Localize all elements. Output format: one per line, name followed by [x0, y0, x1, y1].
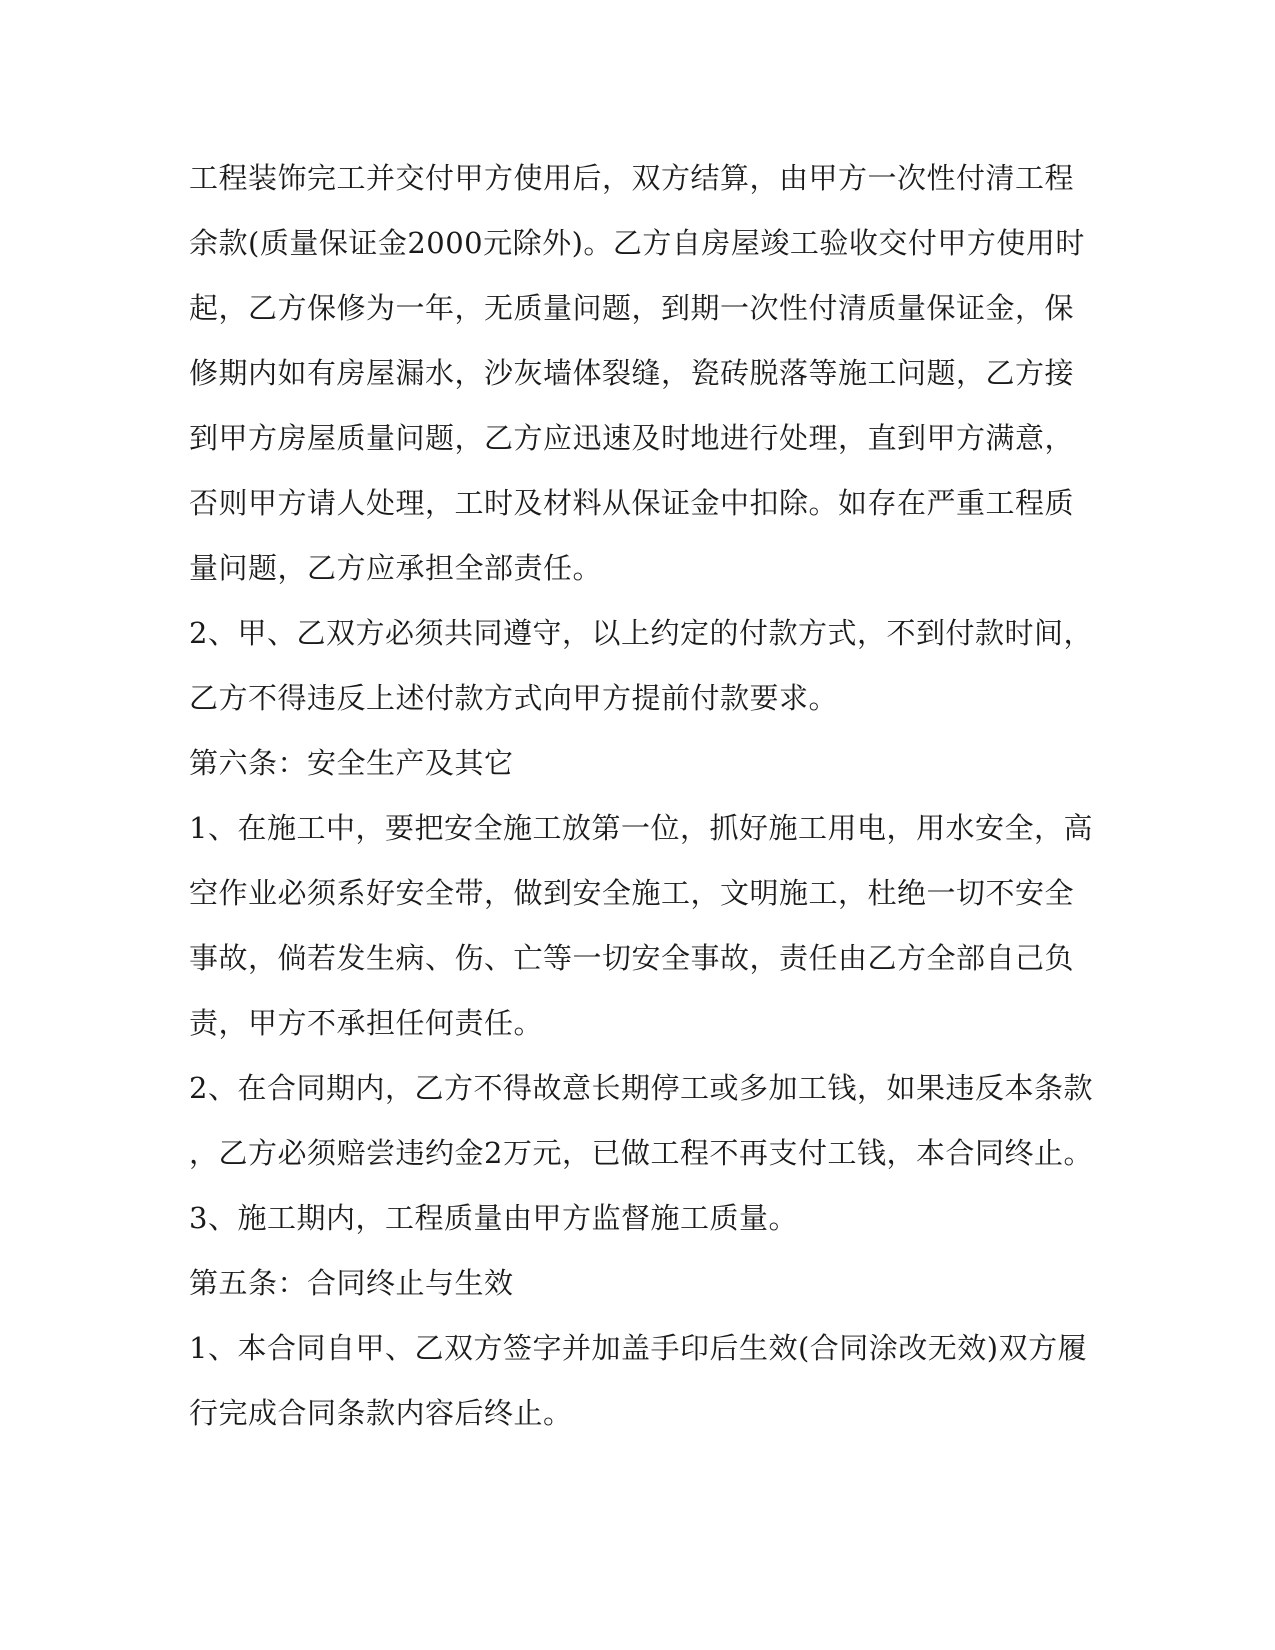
text-line: 行完成合同条款内容后终止。: [189, 1396, 573, 1430]
text-line: 否则甲方请人处理，工时及材料从保证金中扣除。如存在严重工程质: [189, 486, 1075, 520]
section-heading: 第六条：安全生产及其它: [189, 746, 514, 780]
text-line: 2、在合同期内，乙方不得故意长期停工或多加工钱，如果违反本条款: [189, 1071, 1093, 1105]
text-line: 余款(质量保证金2000元除外)。乙方自房屋竣工验收交付甲方使用时: [189, 226, 1085, 260]
section-heading: 第五条：合同终止与生效: [189, 1266, 514, 1300]
text-line: 事故，倘若发生病、伤、亡等一切安全事故，责任由乙方全部自己负: [189, 941, 1075, 975]
text-line: 空作业必须系好安全带，做到安全施工，文明施工，杜绝一切不安全: [189, 876, 1075, 910]
document-body: [189, 146, 1093, 1446]
text-line: 1、在施工中，要把安全施工放第一位，抓好施工用电，用水安全，高: [189, 811, 1093, 845]
text-line: 量问题，乙方应承担全部责任。: [189, 551, 603, 585]
text-line: 乙方不得违反上述付款方式向甲方提前付款要求。: [189, 681, 839, 715]
text-line: 2、甲、乙双方必须共同遵守，以上约定的付款方式，不到付款时间，: [189, 616, 1093, 650]
text-line: ，乙方必须赔尝违约金2万元，已做工程不再支付工钱，本合同终止。: [189, 1136, 1093, 1170]
text-line: 到甲方房屋质量问题，乙方应迅速及时地进行处理，直到甲方满意，: [189, 421, 1075, 455]
text-line: 责，甲方不承担任何责任。: [189, 1006, 544, 1040]
text-line: 起，乙方保修为一年，无质量问题，到期一次性付清质量保证金，保: [189, 291, 1075, 325]
text-line: 工程装饰完工并交付甲方使用后，双方结算，由甲方一次性付清工程: [189, 161, 1075, 195]
text-line: 3、施工期内，工程质量由甲方监督施工质量。: [189, 1201, 798, 1235]
text-line: 1、本合同自甲、乙双方签字并加盖手印后生效(合同涂改无效)双方履: [189, 1331, 1088, 1365]
text-line: 修期内如有房屋漏水，沙灰墙体裂缝，瓷砖脱落等施工问题，乙方接: [189, 356, 1075, 390]
